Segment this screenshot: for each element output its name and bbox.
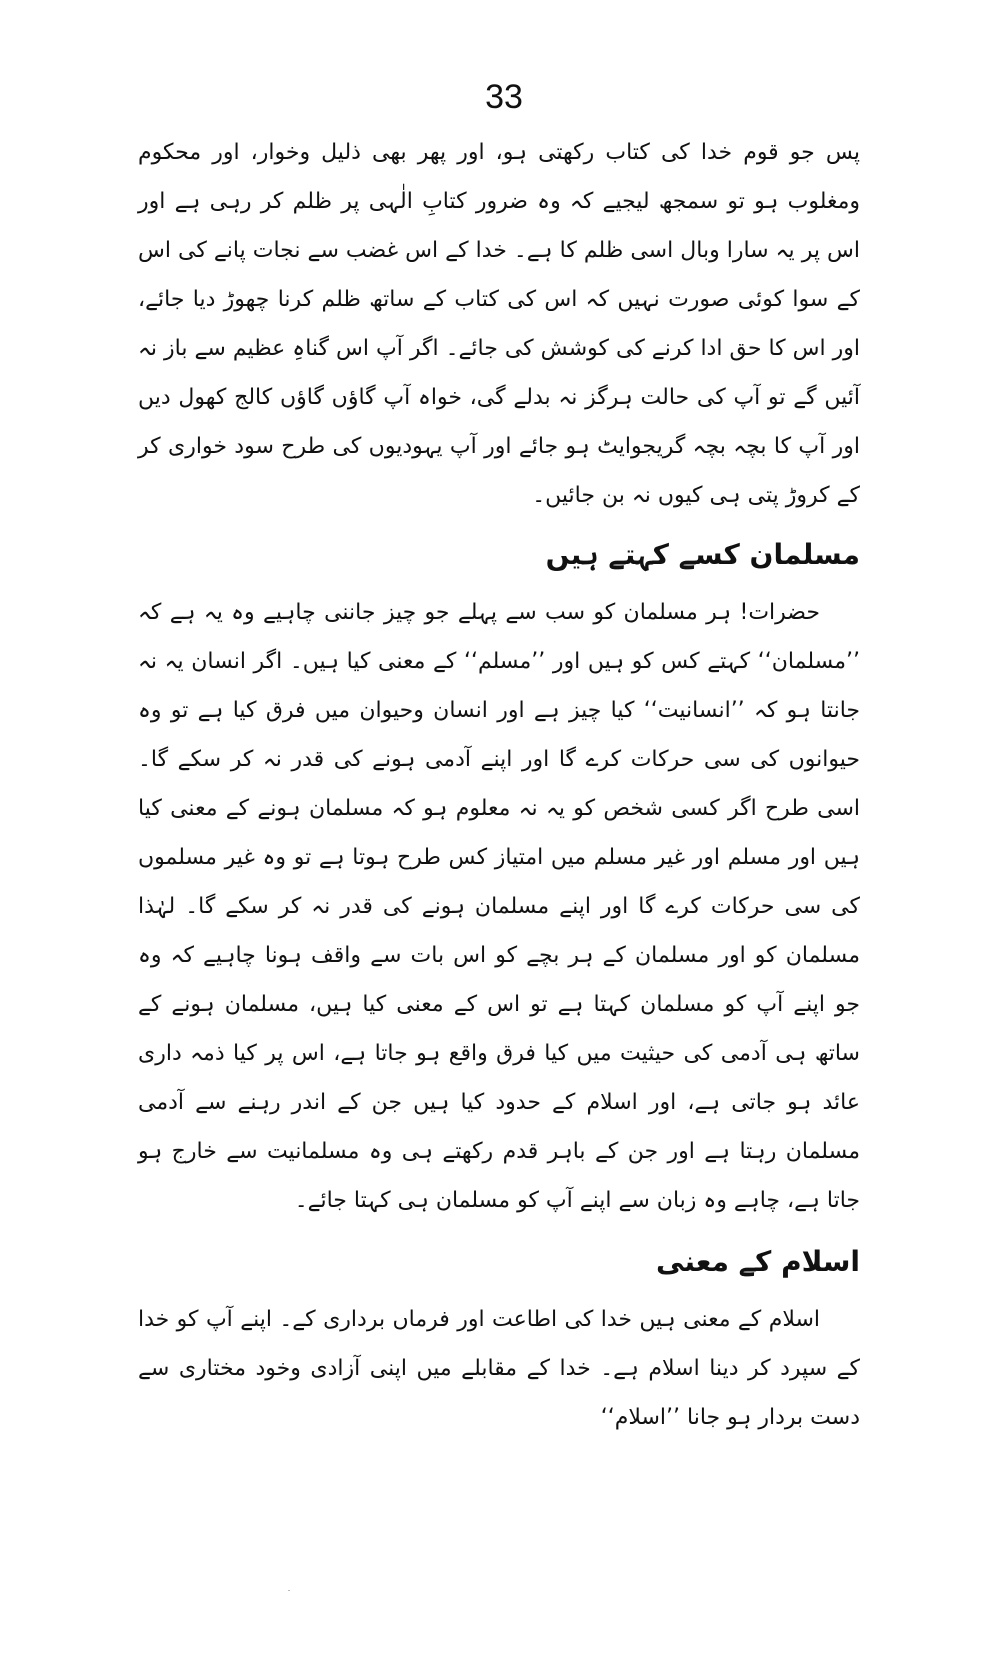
scan-speck — [288, 1590, 290, 1591]
paragraph-1: پس جو قوم خدا کی کتاب رکھتی ہو، اور پھر بھی ذلیل وخوار، اور محکوم ومغلوب ہو تو سمجھ لیجیے کہ وہ ضرور کتابِ الٰہی پر ظلم کر رہی ہے اور اس پر یہ سارا وبال اسی ظلم کا ہے۔ خدا کے اس غضب سے نجات پانے کی اس کے سوا کوئی صورت نہیں کہ اس کی کتاب کے ساتھ ظلم کرنا چھوڑ دیا جائے، اور اس کا حق ادا کرنے کی کوشش کی جائے۔ اگر آپ اس گناہِ عظیم سے باز نہ آئیں گے تو آپ کی حالت ہرگز نہ بدلے گی، خواہ آپ گاؤں گاؤں کالج کھول دیں اور آپ کا بچہ بچہ گریجوایٹ ہو جائے اور آپ یہودیوں کی طرح سود خواری کر کے کروڑ پتی ہی کیوں نہ بن جائیں۔ — [138, 140, 860, 508]
paragraph-2: حضرات! ہر مسلمان کو سب سے پہلے جو چیز جاننی چاہیے وہ یہ ہے کہ ’’مسلمان‘‘ کہتے کس کو ہیں اور ’’مسلم‘‘ کے معنی کیا ہیں۔ اگر انسان یہ نہ جانتا ہو کہ ’’انسانیت‘‘ کیا چیز ہے اور انسان وحیوان میں فرق کیا ہے تو وہ حیوانوں کی سی حرکات کرے گا اور اپنے آدمی ہونے کی قدر نہ کر سکے گا۔ اسی طرح اگر کسی شخص کو یہ نہ معلوم ہو کہ مسلمان ہونے کے معنی کیا ہیں اور مسلم اور غیر مسلم میں امتیاز کس طرح ہوتا ہے تو وہ غیر مسلموں کی سی حرکات کرے گا اور اپنے مسلمان ہونے کی قدر نہ کر سکے گا۔ لہٰذا مسلمان کو اور مسلمان کے ہر بچے کو اس بات سے واقف ہونا چاہیے کہ وہ جو اپنے آپ کو مسلمان کہتا ہے تو اس کے معنی کیا ہیں، مسلمان ہونے کے ساتھ ہی آدمی کی حیثیت میں کیا فرق واقع ہو جاتا ہے، اس پر کیا ذمہ داری عائد ہو جاتی ہے، اور اسلام کے حدود کیا ہیں جن کے اندر رہنے سے آدمی مسلمان رہتا ہے اور جن کے باہر قدم رکھتے ہی وہ مسلمانیت سے خارج ہو جاتا ہے، چاہے وہ زبان سے اپنے آپ کو مسلمان ہی کہتا جائے۔ — [138, 600, 860, 1213]
page-number: 33 — [485, 78, 523, 116]
section-heading-meaning-of-islam: اسلام کے معنی — [656, 1245, 860, 1278]
section-heading-who-is-muslim: مسلمان کسے کہتے ہیں — [545, 538, 860, 571]
paragraph-3: اسلام کے معنی ہیں خدا کی اطاعت اور فرماں برداری کے۔ اپنے آپ کو خدا کے سپرد کر دینا اسلام ہے۔ خدا کے مقابلے میں اپنی آزادی وخود مختاری سے دست بردار ہو جانا ’’اسلام‘‘ — [138, 1307, 860, 1430]
page-body — [138, 128, 860, 1442]
